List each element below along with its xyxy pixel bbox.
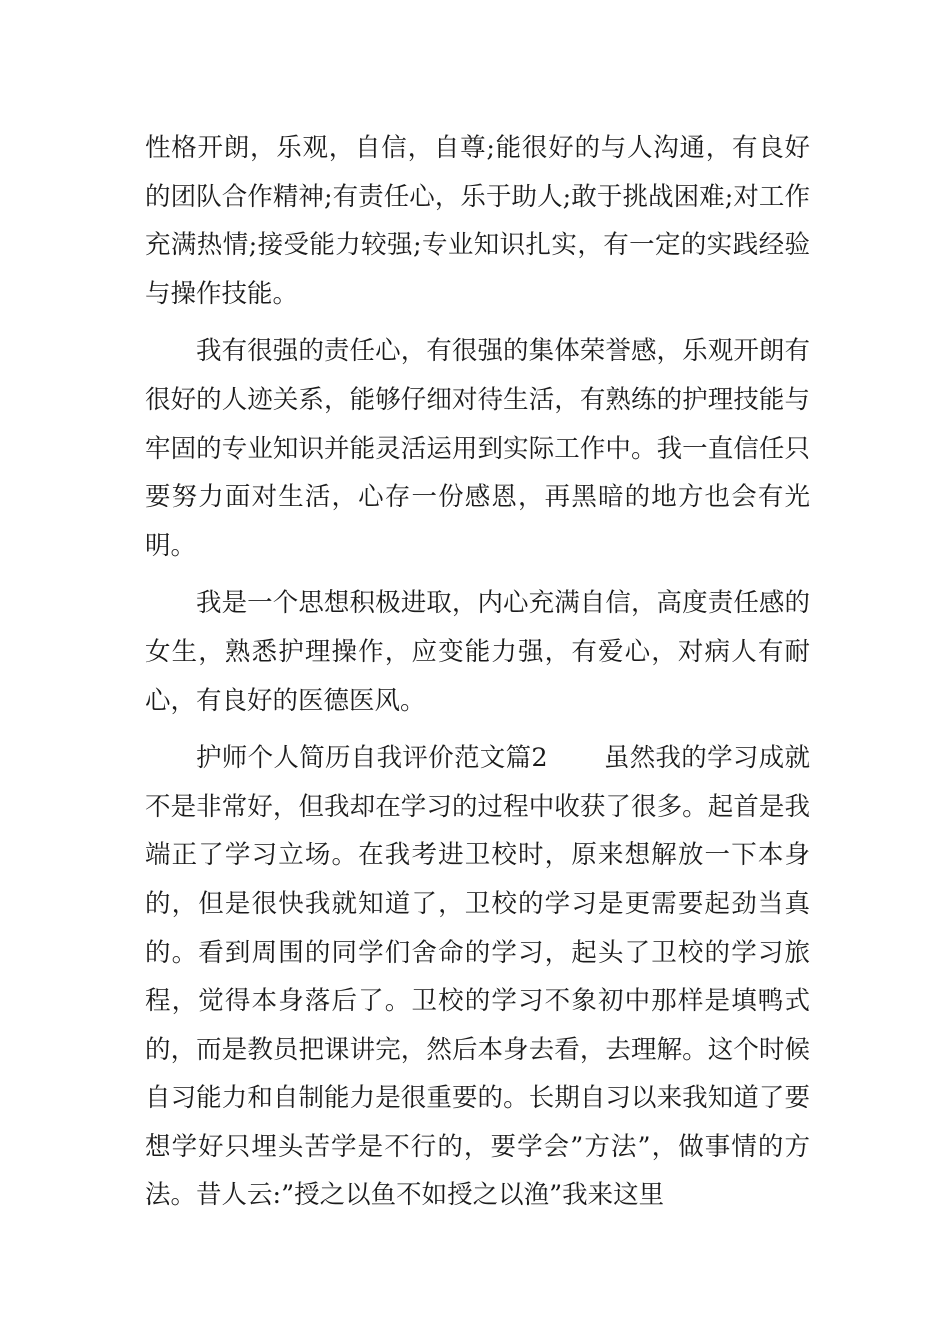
section-body: 虽然我的学习成就不是非常好，但我却在学习的过程中收获了很多。起首是我端正了学习立场。在我考进卫校时，原来想解放一下本身的，但是很快我就知道了，卫校的学习是更需要起劲当真的。看到周围的同学们舍命的学习，起头了卫校的学习旅程，觉得本身落后了。卫校的学习不象初中那样是填鸭式的，而是教员把课讲完，然后本身去看，去理解。这个时候自习能力和自制能力是很重要的。长期自习以来我知道了要想学好只埋头苦学是不行的，要学会”方法”，做事情的方法。昔人云:”授之以鱼不如授之以渔”我来这里 [145,743,810,1211]
paragraph-section-2 [145,734,810,1220]
paragraph-personality: 性格开朗，乐观，自信，自尊;能很好的与人沟通，有良好的团队合作精神;有责任心，乐于助人;敢于挑战困难;对工作充满热情;接受能力较强;专业知识扎实，有一定的实践经验与操作技能。 [145,133,810,309]
paragraph-responsibility: 我有很强的责任心，有很强的集体荣誉感，乐观开朗有很好的人迹关系，能够仔细对待生活，有熟练的护理技能与牢固的专业知识并能灵活运用到实际工作中。我一直信任只要努力面对生活，心存一份感恩，再黑暗的地方也会有光明。 [145,336,810,561]
section-heading: 护师个人简历自我评价范文篇2 [196,743,548,774]
document-body [145,124,810,1229]
paragraph-nursing-skills: 我是一个思想积极进取，内心充满自信，高度责任感的女生，熟悉护理操作，应变能力强，有爱心，对病人有耐心，有良好的医德医风。 [145,588,810,716]
